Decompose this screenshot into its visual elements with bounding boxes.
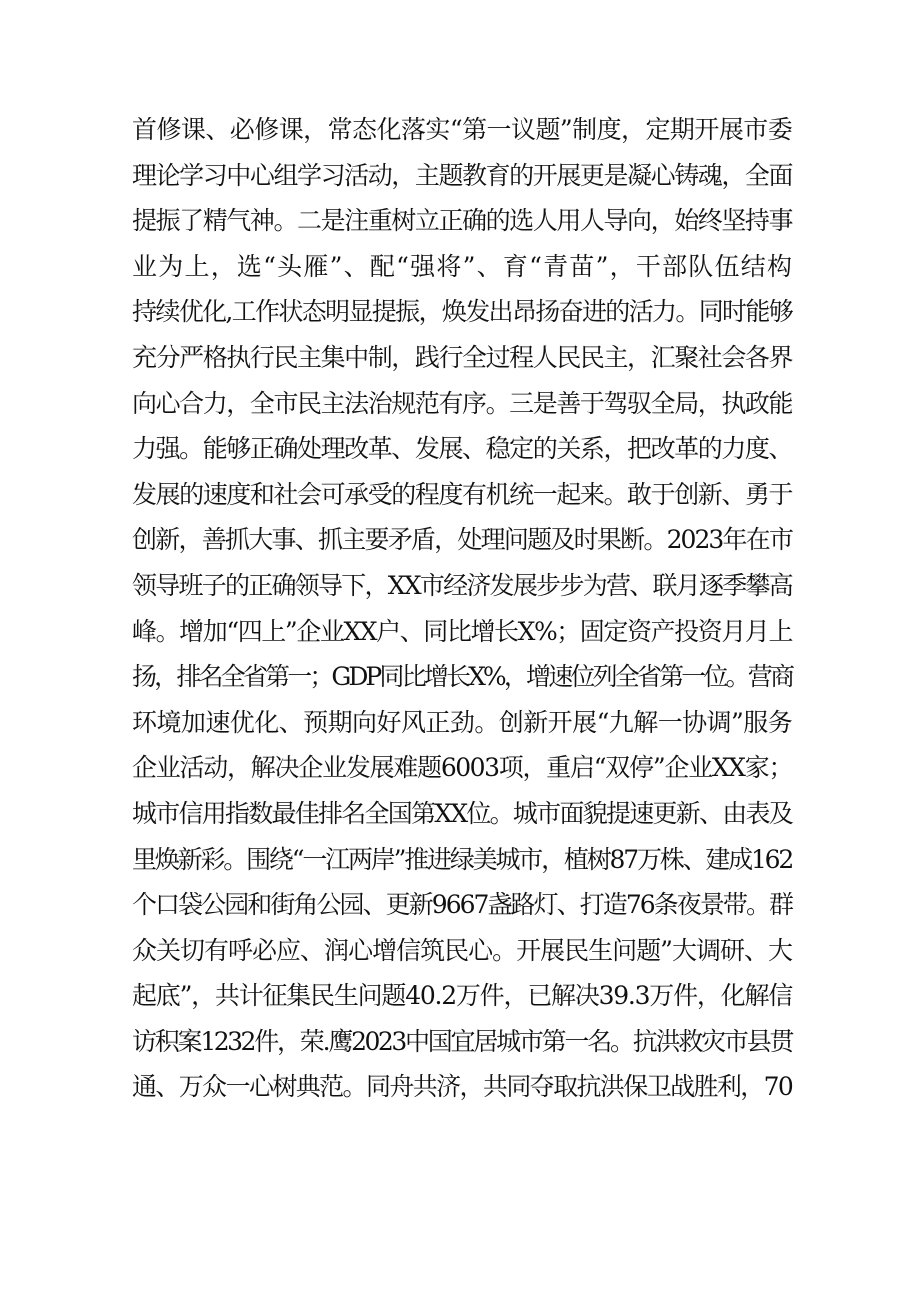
- text-line-11: 领导班子的正确领导下，XX市经济发展步步为营、联月逐季攀高: [132, 570, 792, 600]
- body-paragraph: [132, 107, 792, 1110]
- text-line-5: 持续优化,工作状态明显提振，焕发出昂扬奋进的活力。同时能够: [132, 297, 792, 327]
- text-line-21: 访积案1232件，荣.鹰2023中国宜居城市第一名。抗洪救灾市县贯: [132, 1026, 792, 1056]
- text-line-22: 通、万众一心树典范。同舟共济，共同夺取抗洪保卫战胜利，70: [132, 1072, 792, 1102]
- text-line-19: 众关切有呼必应、润心增信筑民心。开展民生问题”大调研、大: [132, 935, 792, 965]
- text-line-16: 城市信用指数最佳排名全国第XX位。城市面貌提速更新、由表及: [132, 798, 792, 828]
- text-line-9: 发展的速度和社会可承受的程度有机统一起来。敢于创新、勇于: [132, 479, 792, 509]
- text-line-2: 理论学习中心组学习活动，主题教育的开展更是凝心铸魂，全面: [132, 160, 792, 190]
- text-line-8: 力强。能够正确处理改革、发展、稳定的关系，把改革的力度、: [132, 434, 792, 464]
- text-line-4: 业为上，选“头雁”、配“强将”、育“青苗”，干部队伍结构: [132, 251, 792, 281]
- text-line-15: 企业活动，解决企业发展难题6003项，重启“双停”企业XX家；: [132, 753, 792, 783]
- text-line-18: 个口袋公园和街角公园、更新9667盏路灯、打造76条夜景带。群: [132, 890, 792, 920]
- text-line-14: 环境加速优化、预期向好风正劲。创新开展“九解一协调”服务: [132, 707, 792, 737]
- text-line-7: 向心合力，全市民主法治规范有序。三是善于驾驭全局，执政能: [132, 388, 792, 418]
- text-line-17: 里焕新彩。围绕“一江两岸”推进绿美城市，植树87万株、建成162: [132, 844, 792, 874]
- text-line-3: 提振了精气神。二是注重树立正确的选人用人导向，始终坚持事: [132, 206, 792, 236]
- text-line-10: 创新，善抓大事、抓主要矛盾，处理问题及时果断。2023年在市: [132, 525, 792, 555]
- text-line-13: 扬，排名全省第一；GDP同比增长X%，增速位列全省第一位。营商: [132, 662, 792, 692]
- text-line-6: 充分严格执行民主集中制，践行全过程人民民主，汇聚社会各界: [132, 342, 792, 372]
- text-line-20: 起底”，共计征集民生问题40.2万件，已解决39.3万件，化解信: [132, 981, 792, 1011]
- text-line-12: 峰。增加“四上”企业XX户、同比增长X%；固定资产投资月月上: [132, 616, 792, 646]
- text-line-1: 首修课、必修课，常态化落实“第一议题”制度，定期开展市委: [132, 115, 792, 144]
